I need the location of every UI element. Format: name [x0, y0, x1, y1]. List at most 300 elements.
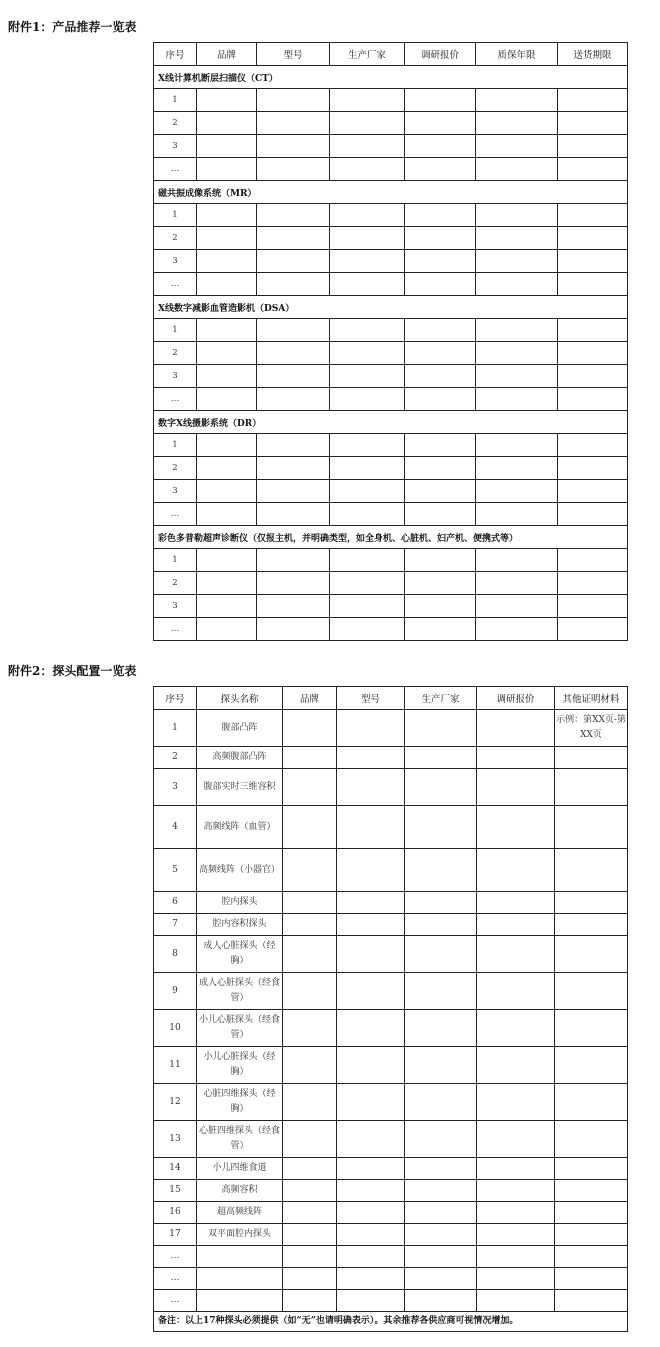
table-row — [154, 1158, 628, 1180]
blank-cell[interactable] — [337, 710, 405, 747]
blank-cell[interactable] — [405, 549, 476, 572]
proof-cell[interactable] — [555, 1047, 628, 1084]
blank-cell[interactable] — [330, 595, 405, 618]
blank-cell[interactable] — [405, 710, 477, 747]
row-number: 10 — [154, 1010, 197, 1047]
blank-cell[interactable] — [405, 89, 476, 112]
blank-cell[interactable] — [476, 572, 558, 595]
proof-cell[interactable] — [555, 914, 628, 936]
proof-cell[interactable] — [555, 1202, 628, 1224]
blank-cell[interactable] — [283, 973, 337, 1010]
blank-cell[interactable] — [477, 1010, 555, 1047]
blank-cell[interactable] — [330, 89, 405, 112]
blank-cell[interactable] — [477, 973, 555, 1010]
table-row — [154, 135, 628, 158]
blank-cell[interactable] — [477, 769, 555, 806]
blank-cell[interactable] — [558, 135, 628, 158]
probe-name: 小儿四维食道 — [197, 1158, 283, 1180]
blank-cell[interactable] — [477, 710, 555, 747]
blank-cell[interactable] — [283, 710, 337, 747]
blank-cell[interactable] — [257, 434, 330, 457]
blank-cell[interactable] — [257, 618, 330, 641]
blank-cell[interactable] — [405, 1158, 477, 1180]
blank-cell[interactable] — [257, 572, 330, 595]
row-number: 14 — [154, 1158, 197, 1180]
blank-cell[interactable] — [197, 158, 257, 181]
blank-cell[interactable] — [337, 1010, 405, 1047]
blank-cell[interactable] — [477, 1202, 555, 1224]
blank-cell[interactable] — [330, 204, 405, 227]
blank-cell[interactable] — [405, 747, 477, 769]
blank-cell[interactable] — [283, 1246, 337, 1268]
row-number: 3 — [154, 769, 197, 806]
table-row — [154, 1121, 628, 1158]
probe-configuration-table — [153, 686, 628, 1332]
table-row — [154, 1224, 628, 1246]
blank-cell[interactable] — [477, 936, 555, 973]
table-row — [154, 319, 628, 342]
row-number: 2 — [154, 747, 197, 769]
blank-cell[interactable] — [405, 503, 476, 526]
blank-cell[interactable] — [405, 1180, 477, 1202]
section-row — [154, 66, 628, 89]
proof-cell[interactable] — [555, 1224, 628, 1246]
blank-cell[interactable] — [283, 1010, 337, 1047]
blank-cell[interactable] — [337, 1246, 405, 1268]
blank-cell[interactable] — [257, 549, 330, 572]
blank-cell[interactable] — [283, 1290, 337, 1312]
annex1-title: 附件1：产品推荐一览表 — [8, 20, 137, 34]
section-title: X线数字减影血管造影机（DSA） — [154, 296, 628, 319]
probe-name: 超高频线阵 — [197, 1202, 283, 1224]
blank-cell[interactable] — [337, 1084, 405, 1121]
probe-name: 腔内探头 — [197, 892, 283, 914]
table-row — [154, 1202, 628, 1224]
blank-cell[interactable] — [330, 503, 405, 526]
blank-cell[interactable] — [337, 1047, 405, 1084]
blank-cell[interactable] — [283, 914, 337, 936]
blank-cell[interactable] — [197, 204, 257, 227]
blank-cell[interactable] — [337, 1290, 405, 1312]
blank-cell[interactable] — [405, 1224, 477, 1246]
proof-cell[interactable] — [555, 849, 628, 892]
column-header: 生产厂家 — [330, 43, 405, 66]
probe-name: 成人心脏探头（经食管） — [197, 973, 283, 1010]
blank-cell[interactable] — [283, 849, 337, 892]
column-header: 序号 — [154, 43, 197, 66]
blank-cell[interactable] — [283, 1121, 337, 1158]
blank-cell[interactable] — [197, 549, 257, 572]
proof-cell[interactable] — [555, 1180, 628, 1202]
row-number: 11 — [154, 1047, 197, 1084]
blank-cell[interactable] — [405, 1202, 477, 1224]
blank-cell[interactable] — [558, 503, 628, 526]
blank-cell[interactable] — [337, 1202, 405, 1224]
table-row — [154, 936, 628, 973]
row-number: 15 — [154, 1180, 197, 1202]
blank-cell[interactable] — [476, 503, 558, 526]
blank-cell[interactable] — [405, 457, 476, 480]
blank-cell[interactable] — [283, 1268, 337, 1290]
blank-cell[interactable] — [405, 388, 476, 411]
probe-name: 腹部凸阵 — [197, 710, 283, 747]
blank-cell[interactable] — [405, 1268, 477, 1290]
blank-cell[interactable] — [476, 204, 558, 227]
blank-cell[interactable] — [330, 457, 405, 480]
blank-cell[interactable] — [476, 480, 558, 503]
blank-cell[interactable] — [405, 112, 476, 135]
row-number: 1 — [154, 89, 197, 112]
blank-cell[interactable] — [558, 227, 628, 250]
blank-cell[interactable] — [476, 250, 558, 273]
table-row — [154, 973, 628, 1010]
column-header: 调研报价 — [405, 43, 476, 66]
blank-cell[interactable] — [197, 273, 257, 296]
blank-cell[interactable] — [477, 849, 555, 892]
blank-cell[interactable] — [476, 457, 558, 480]
blank-cell[interactable] — [283, 1180, 337, 1202]
blank-cell[interactable] — [476, 618, 558, 641]
blank-cell[interactable] — [257, 250, 330, 273]
blank-cell[interactable] — [337, 936, 405, 973]
probe-name: 小儿心脏探头（经食管） — [197, 1010, 283, 1047]
blank-cell[interactable] — [405, 595, 476, 618]
table-row — [154, 503, 628, 526]
blank-cell[interactable] — [405, 1047, 477, 1084]
blank-cell[interactable] — [477, 1224, 555, 1246]
blank-cell[interactable] — [197, 319, 257, 342]
row-number: 6 — [154, 892, 197, 914]
blank-cell[interactable] — [257, 227, 330, 250]
proof-cell[interactable] — [555, 747, 628, 769]
blank-cell[interactable] — [405, 158, 476, 181]
blank-cell[interactable] — [257, 319, 330, 342]
blank-cell[interactable] — [405, 1246, 477, 1268]
probe-name — [197, 1290, 283, 1312]
blank-cell[interactable] — [257, 273, 330, 296]
table-row — [154, 158, 628, 181]
blank-cell[interactable] — [405, 769, 477, 806]
blank-cell[interactable] — [558, 618, 628, 641]
proof-cell[interactable] — [555, 1084, 628, 1121]
blank-cell[interactable] — [257, 503, 330, 526]
blank-cell[interactable] — [477, 1268, 555, 1290]
row-number: … — [154, 503, 197, 526]
proof-cell[interactable] — [555, 892, 628, 914]
probe-name — [197, 1246, 283, 1268]
blank-cell[interactable] — [257, 595, 330, 618]
blank-cell[interactable] — [337, 1224, 405, 1246]
blank-cell[interactable] — [476, 388, 558, 411]
blank-cell[interactable] — [476, 434, 558, 457]
column-header: 其他证明材料 — [555, 687, 628, 710]
blank-cell[interactable] — [558, 204, 628, 227]
blank-cell[interactable] — [558, 480, 628, 503]
blank-cell[interactable] — [197, 434, 257, 457]
blank-cell[interactable] — [405, 434, 476, 457]
blank-cell[interactable] — [558, 434, 628, 457]
blank-cell[interactable] — [558, 158, 628, 181]
section-title: 数字X线摄影系统（DR） — [154, 411, 628, 434]
blank-cell[interactable] — [330, 365, 405, 388]
blank-cell[interactable] — [337, 806, 405, 849]
blank-cell[interactable] — [405, 1084, 477, 1121]
row-number: 2 — [154, 342, 197, 365]
blank-cell[interactable] — [330, 388, 405, 411]
table-row — [154, 595, 628, 618]
row-number: 5 — [154, 849, 197, 892]
proof-cell[interactable] — [555, 936, 628, 973]
blank-cell[interactable] — [405, 1290, 477, 1312]
blank-cell[interactable] — [330, 319, 405, 342]
blank-cell[interactable] — [337, 914, 405, 936]
note-row — [154, 1312, 628, 1332]
blank-cell[interactable] — [477, 1121, 555, 1158]
proof-cell[interactable] — [555, 973, 628, 1010]
section-row — [154, 296, 628, 319]
blank-cell[interactable] — [197, 480, 257, 503]
blank-cell[interactable] — [330, 112, 405, 135]
blank-cell[interactable] — [337, 1121, 405, 1158]
blank-cell[interactable] — [330, 250, 405, 273]
blank-cell[interactable] — [197, 112, 257, 135]
probe-name: 双平面腔内探头 — [197, 1224, 283, 1246]
section-row — [154, 181, 628, 204]
blank-cell[interactable] — [283, 1158, 337, 1180]
blank-cell[interactable] — [337, 747, 405, 769]
table-row — [154, 342, 628, 365]
blank-cell[interactable] — [337, 1180, 405, 1202]
row-number: … — [154, 618, 197, 641]
blank-cell[interactable] — [558, 595, 628, 618]
blank-cell[interactable] — [257, 89, 330, 112]
column-header: 品牌 — [283, 687, 337, 710]
blank-cell[interactable] — [330, 572, 405, 595]
blank-cell[interactable] — [405, 273, 476, 296]
proof-cell[interactable]: 示例：第XX页-第XX页 — [555, 710, 628, 747]
blank-cell[interactable] — [257, 388, 330, 411]
blank-cell[interactable] — [197, 227, 257, 250]
blank-cell[interactable] — [476, 342, 558, 365]
blank-cell[interactable] — [405, 973, 477, 1010]
blank-cell[interactable] — [283, 806, 337, 849]
blank-cell[interactable] — [197, 342, 257, 365]
column-header: 生产厂家 — [405, 687, 477, 710]
blank-cell[interactable] — [197, 89, 257, 112]
blank-cell[interactable] — [197, 250, 257, 273]
blank-cell[interactable] — [558, 112, 628, 135]
proof-cell[interactable] — [555, 1246, 628, 1268]
table-row — [154, 1047, 628, 1084]
blank-cell[interactable] — [330, 480, 405, 503]
blank-cell[interactable] — [405, 1010, 477, 1047]
blank-cell[interactable] — [330, 549, 405, 572]
blank-cell[interactable] — [558, 342, 628, 365]
table-row — [154, 572, 628, 595]
blank-cell[interactable] — [283, 892, 337, 914]
blank-cell[interactable] — [477, 1246, 555, 1268]
blank-cell[interactable] — [257, 365, 330, 388]
blank-cell[interactable] — [337, 1268, 405, 1290]
proof-cell[interactable] — [555, 1268, 628, 1290]
blank-cell[interactable] — [405, 849, 477, 892]
blank-cell[interactable] — [337, 849, 405, 892]
blank-cell[interactable] — [197, 572, 257, 595]
proof-cell[interactable] — [555, 1158, 628, 1180]
blank-cell[interactable] — [283, 1084, 337, 1121]
blank-cell[interactable] — [558, 319, 628, 342]
row-number: 1 — [154, 549, 197, 572]
blank-cell[interactable] — [197, 135, 257, 158]
blank-cell[interactable] — [476, 89, 558, 112]
blank-cell[interactable] — [558, 457, 628, 480]
blank-cell[interactable] — [476, 135, 558, 158]
blank-cell[interactable] — [405, 936, 477, 973]
blank-cell[interactable] — [257, 342, 330, 365]
blank-cell[interactable] — [257, 480, 330, 503]
blank-cell[interactable] — [477, 806, 555, 849]
blank-cell[interactable] — [405, 342, 476, 365]
blank-cell[interactable] — [477, 1158, 555, 1180]
blank-cell[interactable] — [405, 914, 477, 936]
probe-name: 小儿心脏探头（经胸） — [197, 1047, 283, 1084]
column-header: 探头名称 — [197, 687, 283, 710]
blank-cell[interactable] — [330, 135, 405, 158]
blank-cell[interactable] — [337, 769, 405, 806]
blank-cell[interactable] — [330, 227, 405, 250]
blank-cell[interactable] — [477, 1290, 555, 1312]
row-number: … — [154, 1290, 197, 1312]
product-recommendation-table — [153, 42, 628, 641]
probe-name: 高频腹部凸阵 — [197, 747, 283, 769]
blank-cell[interactable] — [283, 769, 337, 806]
probe-name: 高频线阵（血管） — [197, 806, 283, 849]
table-row — [154, 112, 628, 135]
blank-cell[interactable] — [330, 342, 405, 365]
blank-cell[interactable] — [405, 1121, 477, 1158]
blank-cell[interactable] — [330, 434, 405, 457]
proof-cell[interactable] — [555, 806, 628, 849]
blank-cell[interactable] — [405, 319, 476, 342]
proof-cell[interactable] — [555, 1010, 628, 1047]
blank-cell[interactable] — [405, 806, 477, 849]
row-number: 16 — [154, 1202, 197, 1224]
table-row — [154, 250, 628, 273]
blank-cell[interactable] — [197, 457, 257, 480]
blank-cell[interactable] — [405, 618, 476, 641]
section-row — [154, 411, 628, 434]
proof-cell[interactable] — [555, 1121, 628, 1158]
table-row — [154, 849, 628, 892]
blank-cell[interactable] — [197, 595, 257, 618]
blank-cell[interactable] — [405, 135, 476, 158]
column-header: 型号 — [337, 687, 405, 710]
blank-cell[interactable] — [476, 227, 558, 250]
row-number: 8 — [154, 936, 197, 973]
table-row — [154, 1010, 628, 1047]
blank-cell[interactable] — [337, 1158, 405, 1180]
blank-cell[interactable] — [197, 618, 257, 641]
blank-cell[interactable] — [197, 365, 257, 388]
blank-cell[interactable] — [476, 319, 558, 342]
blank-cell[interactable] — [283, 747, 337, 769]
blank-cell[interactable] — [283, 1224, 337, 1246]
blank-cell[interactable] — [337, 892, 405, 914]
blank-cell[interactable] — [405, 227, 476, 250]
table-row — [154, 273, 628, 296]
blank-cell[interactable] — [330, 618, 405, 641]
probe-name: 心脏四维探头（经食管） — [197, 1121, 283, 1158]
section-title: X线计算机断层扫描仪（CT） — [154, 66, 628, 89]
blank-cell[interactable] — [558, 549, 628, 572]
table-row — [154, 365, 628, 388]
blank-cell[interactable] — [477, 1047, 555, 1084]
blank-cell[interactable] — [477, 914, 555, 936]
blank-cell[interactable] — [558, 365, 628, 388]
blank-cell[interactable] — [477, 1180, 555, 1202]
blank-cell[interactable] — [197, 388, 257, 411]
blank-cell[interactable] — [257, 135, 330, 158]
row-number: 3 — [154, 135, 197, 158]
blank-cell[interactable] — [558, 273, 628, 296]
blank-cell[interactable] — [257, 158, 330, 181]
blank-cell[interactable] — [405, 572, 476, 595]
blank-cell[interactable] — [477, 747, 555, 769]
row-number: 7 — [154, 914, 197, 936]
blank-cell[interactable] — [405, 892, 477, 914]
blank-cell[interactable] — [476, 549, 558, 572]
blank-cell[interactable] — [558, 250, 628, 273]
blank-cell[interactable] — [337, 973, 405, 1010]
blank-cell[interactable] — [330, 158, 405, 181]
blank-cell[interactable] — [257, 204, 330, 227]
blank-cell[interactable] — [476, 112, 558, 135]
blank-cell[interactable] — [476, 365, 558, 388]
blank-cell[interactable] — [405, 204, 476, 227]
blank-cell[interactable] — [476, 273, 558, 296]
table-row — [154, 1268, 628, 1290]
blank-cell[interactable] — [257, 112, 330, 135]
table-row — [154, 388, 628, 411]
blank-cell[interactable] — [476, 158, 558, 181]
blank-cell[interactable] — [405, 250, 476, 273]
blank-cell[interactable] — [405, 365, 476, 388]
row-number: 3 — [154, 480, 197, 503]
row-number: 13 — [154, 1121, 197, 1158]
blank-cell[interactable] — [197, 503, 257, 526]
blank-cell[interactable] — [283, 936, 337, 973]
proof-cell[interactable] — [555, 1290, 628, 1312]
blank-cell[interactable] — [558, 572, 628, 595]
probe-name: 高频容积 — [197, 1180, 283, 1202]
row-number: 9 — [154, 973, 197, 1010]
blank-cell[interactable] — [558, 89, 628, 112]
blank-cell[interactable] — [283, 1202, 337, 1224]
blank-cell[interactable] — [477, 1084, 555, 1121]
blank-cell[interactable] — [558, 388, 628, 411]
blank-cell[interactable] — [405, 480, 476, 503]
blank-cell[interactable] — [283, 1047, 337, 1084]
proof-cell[interactable] — [555, 769, 628, 806]
blank-cell[interactable] — [477, 892, 555, 914]
blank-cell[interactable] — [476, 595, 558, 618]
row-number: 3 — [154, 365, 197, 388]
blank-cell[interactable] — [257, 457, 330, 480]
blank-cell[interactable] — [330, 273, 405, 296]
row-number: 17 — [154, 1224, 197, 1246]
row-number: 1 — [154, 319, 197, 342]
table-row — [154, 434, 628, 457]
